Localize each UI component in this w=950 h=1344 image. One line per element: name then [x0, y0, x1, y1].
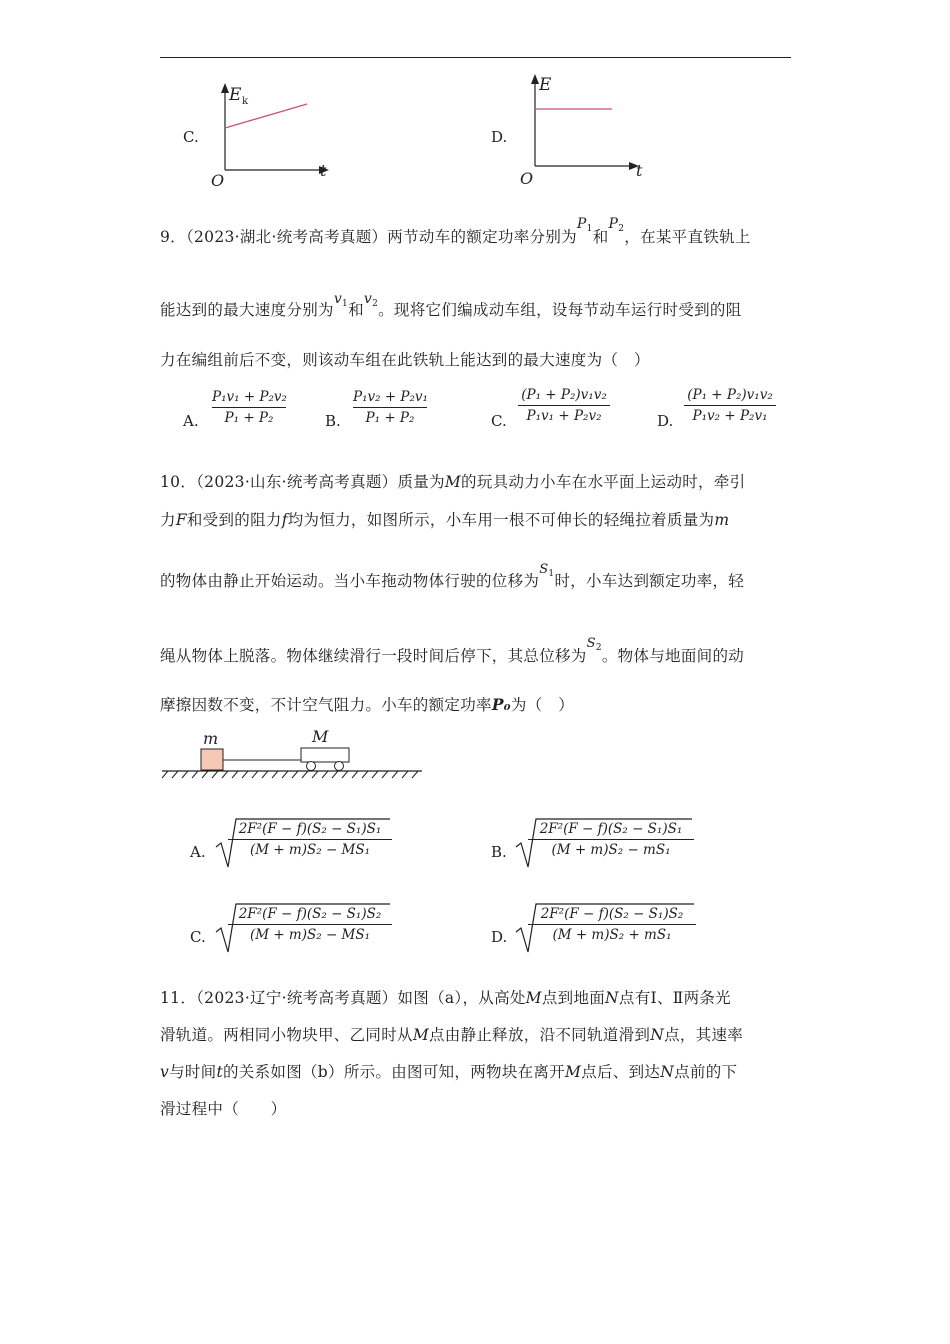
q11-line-2: 滑轨道。两相同小物块甲、乙同时从M点由静止释放，沿不同轨道滑到N点，其速率 [160, 1026, 744, 1044]
graph-c-origin: O [211, 171, 225, 190]
cart-m-label: M [312, 727, 329, 746]
q9-option-a[interactable]: P₁v₁ + P₂v₂ P₁ + P₂ [212, 389, 287, 426]
q10-option-c[interactable]: 2F²(F − f)(S₂ − S₁)S₂ (M + m)S₂ − MS₁ [228, 905, 392, 944]
graph-c-x-label: t [320, 161, 327, 180]
q9-option-b-label: B. [325, 412, 341, 430]
graph-d-origin: O [520, 169, 534, 188]
q10-figure [158, 722, 428, 784]
q11-line-1: 11．（2023·辽宁·统考高考真题）如图（a），从高处M点到地面N点有Ⅰ、Ⅱ两条光 [160, 989, 731, 1007]
q10-option-c-label: C. [190, 928, 206, 946]
graph-d-x-label: t [636, 161, 643, 180]
cart-body [301, 748, 349, 762]
q10-line-4: 绳从物体上脱落。物体继续滑行一段时间后停下，其总位移为$S_2$。物体与地面间的动 [160, 636, 745, 665]
q9-line-1: 9．（2023·湖北·统考高考真题）两节动车的额定功率分别为$P_1$和$P_2$，在某平直铁轨上 [160, 216, 751, 246]
q9-option-d-label: D. [657, 412, 674, 430]
graph-d-y-arrow [531, 74, 539, 84]
q10-option-b-label: B. [491, 843, 507, 861]
q10-line-1: 10．（2023·山东·统考高考真题）质量为M的玩具动力小车在水平面上运动时，牵引 [160, 473, 746, 491]
q10-option-d[interactable]: 2F²(F − f)(S₂ − S₁)S₂ (M + m)S₂ + mS₁ [528, 905, 696, 944]
q10-option-a[interactable]: 2F²(F − f)(S₂ − S₁)S₁ (M + m)S₂ − MS₁ [228, 820, 392, 859]
block-m [201, 749, 223, 770]
q10-line-5: 摩擦因数不变，不计空气阻力。小车的额定功率P₀为（ ） [160, 695, 575, 714]
q9-option-c-label: C. [491, 412, 507, 430]
q8-graph-c [205, 80, 335, 190]
graph-c-y-label: E [229, 85, 242, 105]
graph-c-y-arrow [221, 83, 229, 93]
q8-graph-d [515, 70, 650, 190]
cart-wheel-front [335, 762, 344, 771]
q11-line-4: 滑过程中（ ） [160, 1100, 287, 1118]
graph-c-ek-line [225, 104, 307, 128]
q8-option-c-label: C. [183, 128, 199, 146]
q10-line-3: 的物体由静止开始运动。当小车拖动物体行驶的位移为$S_1$时，小车达到额定功率，轻 [160, 562, 745, 590]
q9-line-3: 力在编组前后不变，则该动车组在此铁轨上能达到的最大速度为（ ） [160, 351, 650, 369]
q9-option-d[interactable]: (P₁ + P₂)v₁v₂ P₁v₂ + P₂v₁ [684, 386, 776, 425]
q9-option-c[interactable]: (P₁ + P₂)v₁v₂ P₁v₁ + P₂v₂ [518, 386, 610, 425]
q10-option-a-label: A. [190, 843, 206, 861]
q9-option-b[interactable]: P₁v₂ + P₂v₁ P₁ + P₂ [353, 389, 428, 426]
q8-option-d-label: D. [491, 128, 508, 146]
q10-option-b[interactable]: 2F²(F − f)(S₂ − S₁)S₁ (M + m)S₂ − mS₁ [528, 820, 694, 859]
q10-option-d-label: D. [491, 928, 508, 946]
q9-line-2: 能达到的最大速度分别为$v_1$和$v_2$。现将它们编成动车组，设每节动车运行时受到的阻 [160, 291, 742, 319]
graph-d-y-label: E [539, 75, 552, 95]
block-m-label: m [203, 729, 219, 748]
ground-hatch [162, 771, 418, 778]
q10-line-2: 力F和受到的阻力f均为恒力，如图所示，小车用一根不可伸长的轻绳拉着质量为m [160, 511, 730, 529]
header-rule [160, 57, 791, 58]
q11-line-3: v与时间t的关系如图（b）所示。由图可知，两物块在离开M点后、到达N点前的下 [160, 1063, 738, 1081]
cart-wheel-rear [307, 762, 316, 771]
q9-option-a-label: A. [183, 412, 199, 430]
graph-c-y-sub: k [242, 96, 249, 107]
